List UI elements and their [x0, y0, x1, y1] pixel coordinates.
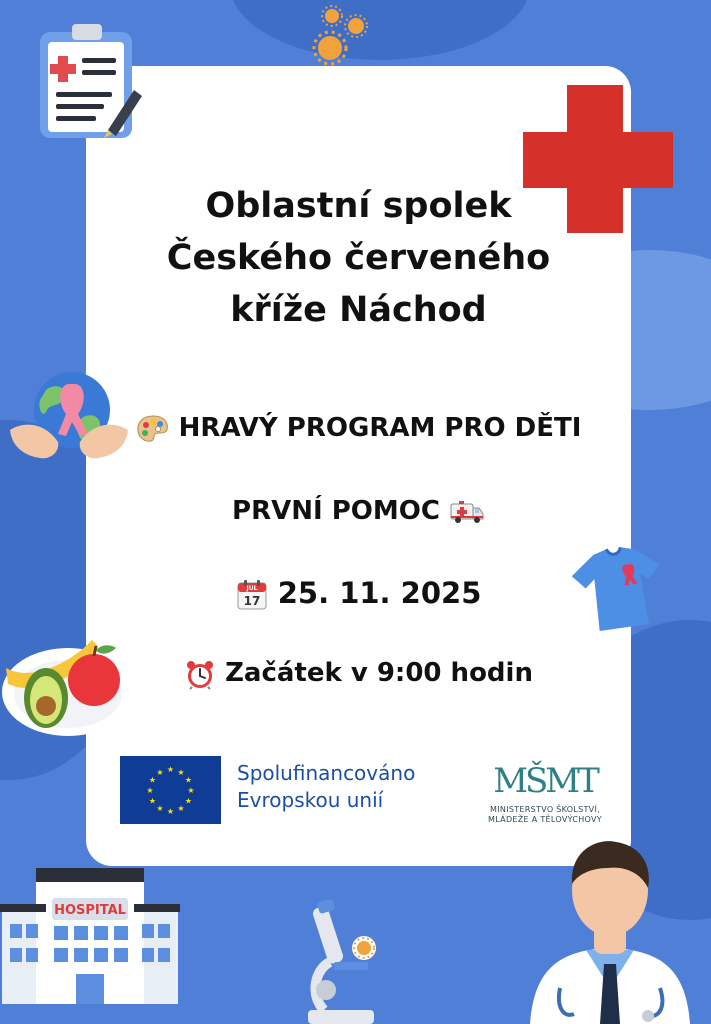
svg-text:★: ★ [156, 804, 164, 813]
alarm-clock-icon [184, 658, 216, 690]
clipboard-icon [34, 20, 144, 142]
svg-text:★: ★ [177, 804, 185, 813]
svg-text:★: ★ [146, 786, 154, 795]
first-aid-text: PRVNÍ POMOC [232, 496, 440, 526]
calendar-day: 17 [243, 594, 260, 608]
msmt-line1: MINISTERSTVO ŠKOLSTVÍ, [490, 805, 600, 814]
eu-cofinanced-label [237, 760, 415, 814]
title-line: kříže Náchod [230, 290, 487, 330]
calendar-month: JUL [246, 585, 258, 592]
ambulance-icon [449, 498, 485, 526]
date-text: 25. 11. 2025 [277, 576, 482, 610]
background-blob [230, 0, 530, 60]
svg-text:★: ★ [177, 768, 185, 777]
microscope-icon [290, 900, 390, 1024]
first-aid-line [86, 491, 631, 531]
eu-stars-icon [120, 756, 221, 824]
title-line: Českého červeného [166, 238, 551, 278]
eu-line1: Spolufinancováno [237, 761, 416, 785]
date-line [86, 573, 631, 613]
program-text: HRAVÝ PROGRAM PRO DĚTI [178, 413, 582, 443]
svg-text:★: ★ [148, 775, 157, 785]
program-line [86, 408, 631, 448]
hospital-icon [0, 864, 180, 1014]
start-line [86, 653, 631, 693]
hospital-sign: HOSPITAL [54, 903, 126, 918]
svg-text:★: ★ [156, 768, 164, 777]
start-text: Začátek v 9:00 hodin [225, 658, 533, 688]
svg-text:★: ★ [148, 796, 157, 806]
msmt-label [462, 805, 628, 825]
page-title [86, 180, 631, 336]
eu-line2: Evropskou unií [237, 788, 384, 812]
msmt-line2: MLÁDEŽE A TĚLOVÝCHOVY [488, 815, 602, 824]
eu-flag [120, 756, 221, 824]
svg-text:★: ★ [166, 765, 175, 774]
msmt-logo-text: MŠMT [493, 761, 597, 801]
svg-text:★: ★ [187, 786, 195, 795]
svg-text:★: ★ [184, 775, 193, 785]
svg-text:★: ★ [166, 807, 175, 816]
globe-ribbon-icon [6, 368, 132, 466]
palette-icon [136, 414, 170, 444]
title-line: Oblastní spolek [205, 186, 512, 226]
svg-text:★: ★ [184, 796, 193, 806]
virus-icon [308, 4, 374, 66]
doctor-icon [520, 838, 700, 1024]
fruit-plate-icon [0, 628, 138, 740]
calendar-icon [236, 579, 268, 611]
tshirt-icon [568, 544, 668, 634]
